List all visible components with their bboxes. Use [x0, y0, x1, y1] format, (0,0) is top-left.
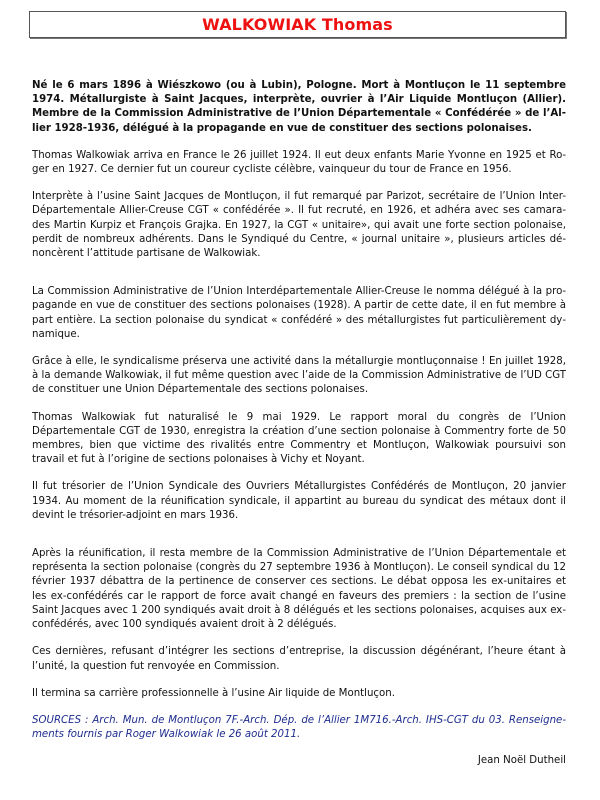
paragraph-commission-referral: Ces dernières, refusant d’intégrer les sections d’entreprise, la discussion dégénérant, l’heure étant à l’unité, la question fut renvoyée en Commission. [32, 646, 566, 672]
sources-note: SOURCES : Arch. Mun. de Montluçon 7F.-Arch. Dép. de l’Allier 1M716.-Arch. IHS-CGT du 03. Renseignements fournis par Roger Walkowiak le 26 août 2011. [32, 714, 566, 741]
paragraph-reunification: Après la réunification, il resta membre de la Commission Administrative de l’Union Départementale et représenta la section polonaise (congrès du 27 septembre 1936 à Montluçon). Le conseil syndical du 12 février 1937 débattra de la pertinence de conserver ces sections. Le débat opposa les ex-unitaires et les ex-confédérés car le rapport de force avait changé en faveurs des premiers : la section de l’usine Saint Jacques avec 1 200 syndiqués avait droit à 8 délégués et les sections polonaises, acquises aux ex-confédérés, avec 100 syndiqués avaient droit à 2 délégués. [32, 548, 566, 631]
page-title: WALKOWIAK Thomas [202, 15, 393, 34]
paragraph-syndicalism: Grâce à elle, le syndicalisme préserva une activité dans la métallurgie montluçonnaise ! En juillet 1928, à la demande Walkowiak, il fut même question avec l’aide de la Commission Administrative de l’UD CGT de constituer une Union Départementale des sections polonaises. [32, 356, 566, 396]
paragraph-career-end: Il termina sa carrière professionnelle à l’usine Air liquide de Montluçon. [32, 687, 395, 699]
paragraph-arrival: Thomas Walkowiak arriva en France le 26 juillet 1924. Il eut deux enfants Marie Yvonne en 1925 et Roger en 1927. Ce dernier fut un coureur cycliste célèbre, vainqueur du tour de France en 1956. [32, 149, 566, 176]
paragraph-commission: La Commission Administrative de l’Union Interdépartementale Allier-Creuse le nomma délégué à la propagande en vue de constituer des sections polonaises (1928). A partir de cette date, il en fut membre à part entière. La section polonaise du syndicat « confédéré » des métallurgistes fut particulièrement dynamique. [32, 286, 566, 340]
paragraph-treasurer: Il fut trésorier de l’Union Syndicale des Ouvriers Métallurgistes Confédérés de Montluçon, 20 janvier 1934. Au moment de la réunification syndicale, il appartint au bureau du syndicat des métaux dont il devint le trésorier-adjoint en mars 1936. [32, 481, 566, 521]
title-box [29, 11, 566, 38]
document-body [32, 79, 566, 766]
paragraph-naturalisation: Thomas Walkowiak fut naturalisé le 9 mai 1929. Le rapport moral du congrès de l’Union Départementale CGT de 1930, enregistra la création d’une section polonaise à Commentry forte de 50 membres, bien que victime des rivalités entre Commentry et Montluçon, Walkowiak poursuivi son travail et fut à l’origine de sections polonaises à Vichy et Noyant. [32, 411, 566, 466]
biography-summary: Né le 6 mars 1896 à Wiészkowo (ou à Lubin), Pologne. Mort à Montluçon le 11 septembre 1974. Métallurgiste à Saint Jacques, interprète, ouvrier à l’Air Liquide Montluçon (Allier). Membre de la Commission Administrative de l’Union Départementale « Confédérée » de l’Allier 1928-1936, délégué à la propagande en vue de constituer des sections polonaises. [32, 80, 566, 134]
author-signature: Jean Noël Dutheil [477, 755, 566, 767]
paragraph-interpreter: Interprète à l’usine Saint Jacques de Montluçon, il fut remarqué par Parizot, secrétaire de l’Union Inter-Départementale Allier-Creuse CGT « confédérée ». Il fut recruté, en 1926, et adhéra avec ses camarades Martin Kurpiz et François Grajka. En 1927, la CGT « unitaire», qui avait une forte section polonaise, perdit de nombreux adhérents. Dans le Syndiqué du Centre, « journal unitaire », plusieurs articles dénoncèrent l’attitude partisane de Walkowiak. [32, 191, 566, 260]
